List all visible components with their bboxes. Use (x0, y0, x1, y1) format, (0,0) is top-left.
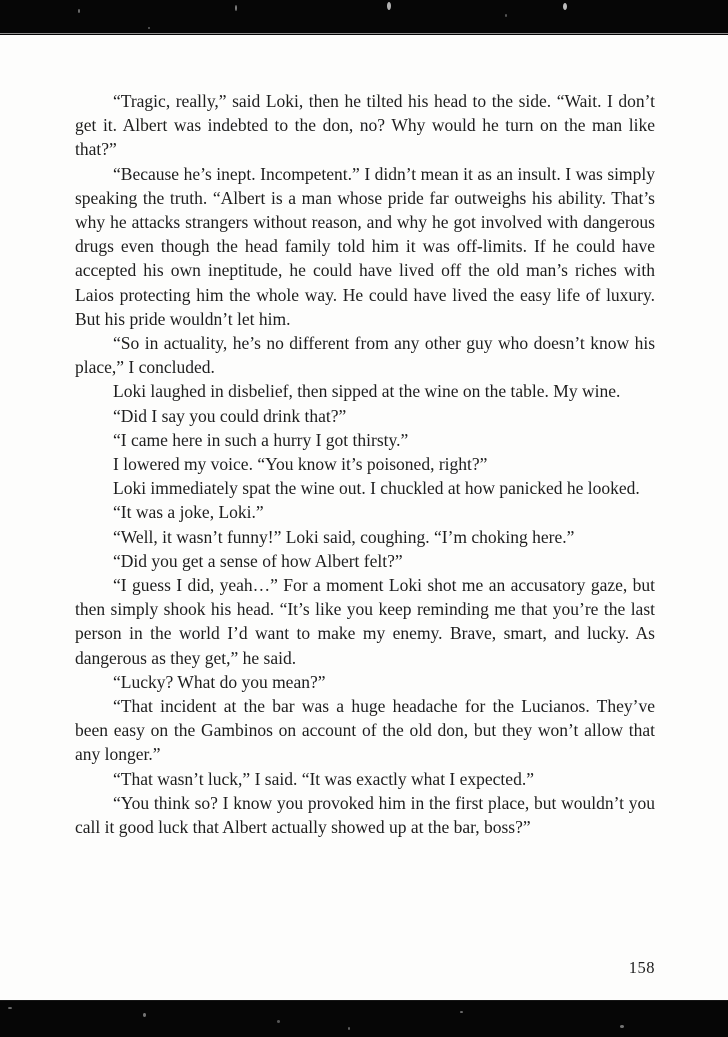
paragraph: “It was a joke, Loki.” (113, 502, 264, 523)
scan-noise-speck (348, 1027, 350, 1030)
paragraph: “Lucky? What do you mean?” (113, 671, 326, 692)
scan-noise-speck (505, 14, 507, 17)
scan-noise-speck (460, 1011, 463, 1013)
scan-noise-speck (620, 1025, 624, 1028)
paragraph: “That incident at the bar was a huge headache for the Lucianos. They’ve been easy on the Gambinos on account of the old don, but they won’t allow that any longer.” (75, 696, 655, 765)
scan-noise-speck (387, 2, 391, 10)
page-number: 158 (628, 958, 655, 977)
scan-noise-speck (148, 27, 150, 29)
bottom-black-border (0, 1000, 728, 1037)
scan-noise-speck (277, 1020, 280, 1023)
scan-noise-speck (8, 1007, 12, 1009)
book-page (0, 35, 728, 1000)
paragraph: Loki immediately spat the wine out. I chuckled at how panicked he looked. (113, 478, 640, 499)
paragraph: “Did I say you could drink that?” (113, 405, 347, 426)
paragraph: “I came here in such a hurry I got thirsty.” (113, 429, 409, 450)
paragraph: “That wasn’t luck,” I said. “It was exactly what I expected.” (113, 768, 534, 789)
scan-noise-speck (78, 9, 80, 13)
paragraph: “Well, it wasn’t funny!” Loki said, coughing. “I’m choking here.” (113, 526, 575, 547)
top-black-border (0, 0, 728, 34)
paragraph: “You think so? I know you provoked him in the first place, but wouldn’t you call it good luck that Albert actually showed up at the bar, boss?” (75, 792, 655, 838)
paragraph: “Tragic, really,” said Loki, then he tilted his head to the side. “Wait. I don’t get it. Albert was indebted to the don, no? Why would he turn on the man like that?” (75, 91, 655, 160)
scan-noise-speck (143, 1013, 146, 1017)
paragraph: “So in actuality, he’s no different from any other guy who doesn’t know his place,” I concluded. (75, 333, 655, 378)
paragraph: “I guess I did, yeah…” For a moment Loki shot me an accusatory gaze, but then simply shook his head. “It’s like you keep reminding me that you’re the last person in the world I’d want to make my enemy. Brave, smart, and lucky. As dangerous as they get,” he said. (75, 575, 655, 668)
paragraph: I lowered my voice. “You know it’s poisoned, right?” (113, 454, 488, 475)
paragraph: Loki laughed in disbelief, then sipped at the wine on the table. My wine. (113, 381, 621, 402)
paragraph: “Did you get a sense of how Albert felt?” (113, 550, 403, 571)
scan-noise-speck (563, 3, 567, 10)
scan-noise-speck (235, 5, 237, 11)
page-text (75, 89, 655, 839)
paragraph: “Because he’s inept. Incompetent.” I didn’t mean it as an insult. I was simply speaking the truth. “Albert is a man whose pride far outweighs his ability. That’s why he attacks strangers without reason, and why he got involved with dangerous drugs even though the head family told him it was off-limits. If he could have accepted his own ineptitude, he could have lived off the old man’s riches with Laios protecting him the whole way. He could have lived the easy life of luxury. But his pride wouldn’t let him. (75, 163, 655, 329)
